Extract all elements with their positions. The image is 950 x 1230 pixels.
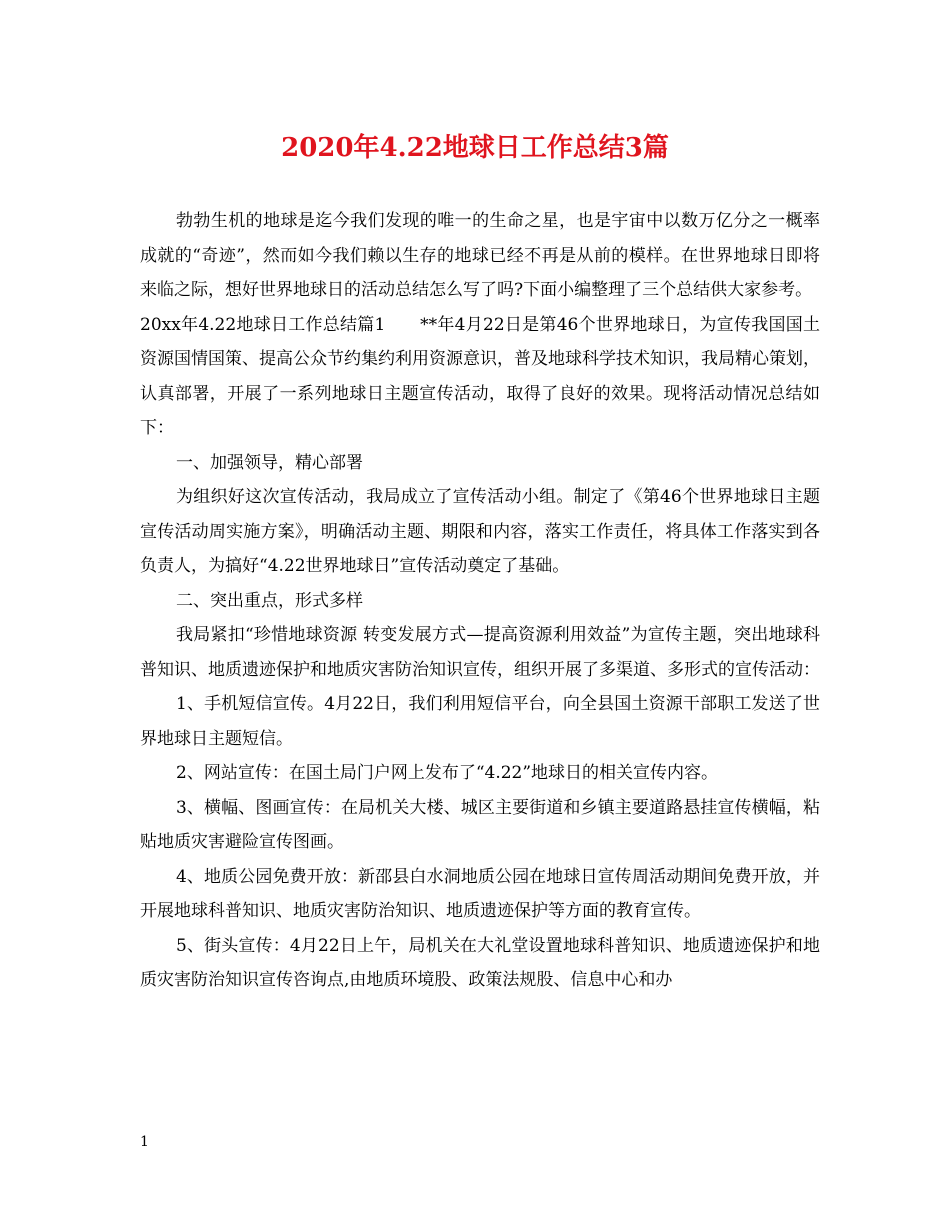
- list-item-street: 5、街头宣传：4月22日上午，局机关在大礼堂设置地球科普知识、地质遗迹保护和地质灾害防治知识宣传咨询点,由地质环境股、政策法规股、信息中心和办: [140, 935, 820, 990]
- list-item-geopark: 4、地质公园免费开放：新邵县白水洞地质公园在地球日宣传周活动期间免费开放，并开展地球科普知识、地质灾害防治知识、地质遗迹保护等方面的教育宣传。: [140, 866, 820, 921]
- section-heading-2: 二、突出重点，形式多样: [176, 590, 363, 611]
- page-number: 1: [140, 1134, 149, 1150]
- list-item-banners: 3、横幅、图画宣传：在局机关大楼、城区主要街道和乡镇主要道路悬挂宣传横幅，粘贴地质灾害避险宣传图画。: [140, 797, 820, 852]
- paragraph-intro: 勃勃生机的地球是迄今我们发现的唯一的生命之星，也是宇宙中以数万亿分之一概率成就的“奇迹”，然而如今我们赖以生存的地球已经不再是从前的模样。在世界地球日即将来临之际，想好世界地球日的活动总结怎么写了吗?下面小编整理了三个总结供大家参考。: [140, 211, 820, 300]
- paragraph-section-1: 为组织好这次宣传活动，我局成立了宣传活动小组。制定了《第46个世界地球日主题宣传活动周实施方案》，明确活动主题、期限和内容，落实工作责任，将具体工作落实到各负责人，为搞好“4.22世界地球日”宣传活动奠定了基础。: [140, 487, 820, 576]
- section-heading-1: 一、加强领导，精心部署: [176, 452, 363, 473]
- document-title: 2020年4.22地球日工作总结3篇: [281, 133, 669, 163]
- list-item-website: 2、网站宣传：在国土局门户网上发布了“4.22”地球日的相关宣传内容。: [176, 763, 719, 783]
- list-item-sms: 1、手机短信宣传。4月22日，我们利用短信平台，向全县国土资源干部职工发送了世界地球日主题短信。: [140, 694, 820, 749]
- paragraph-summary-1-opening: 20xx年4.22地球日工作总结篇1 **年4月22日是第46个世界地球日，为宣传我国国土资源国情国策、提高公众节约集约利用资源意识，普及地球科学技术知识，我局精心策划，认真部署，开展了一系列地球日主题宣传活动，取得了良好的效果。现将活动情况总结如下：: [140, 314, 820, 438]
- document-body: [140, 204, 820, 998]
- paragraph-section-2: 我局紧扣“珍惜地球资源 转变发展方式—提高资源利用效益”为宣传主题，突出地球科普知识、地质遗迹保护和地质灾害防治知识宣传，组织开展了多渠道、多形式的宣传活动：: [140, 625, 820, 680]
